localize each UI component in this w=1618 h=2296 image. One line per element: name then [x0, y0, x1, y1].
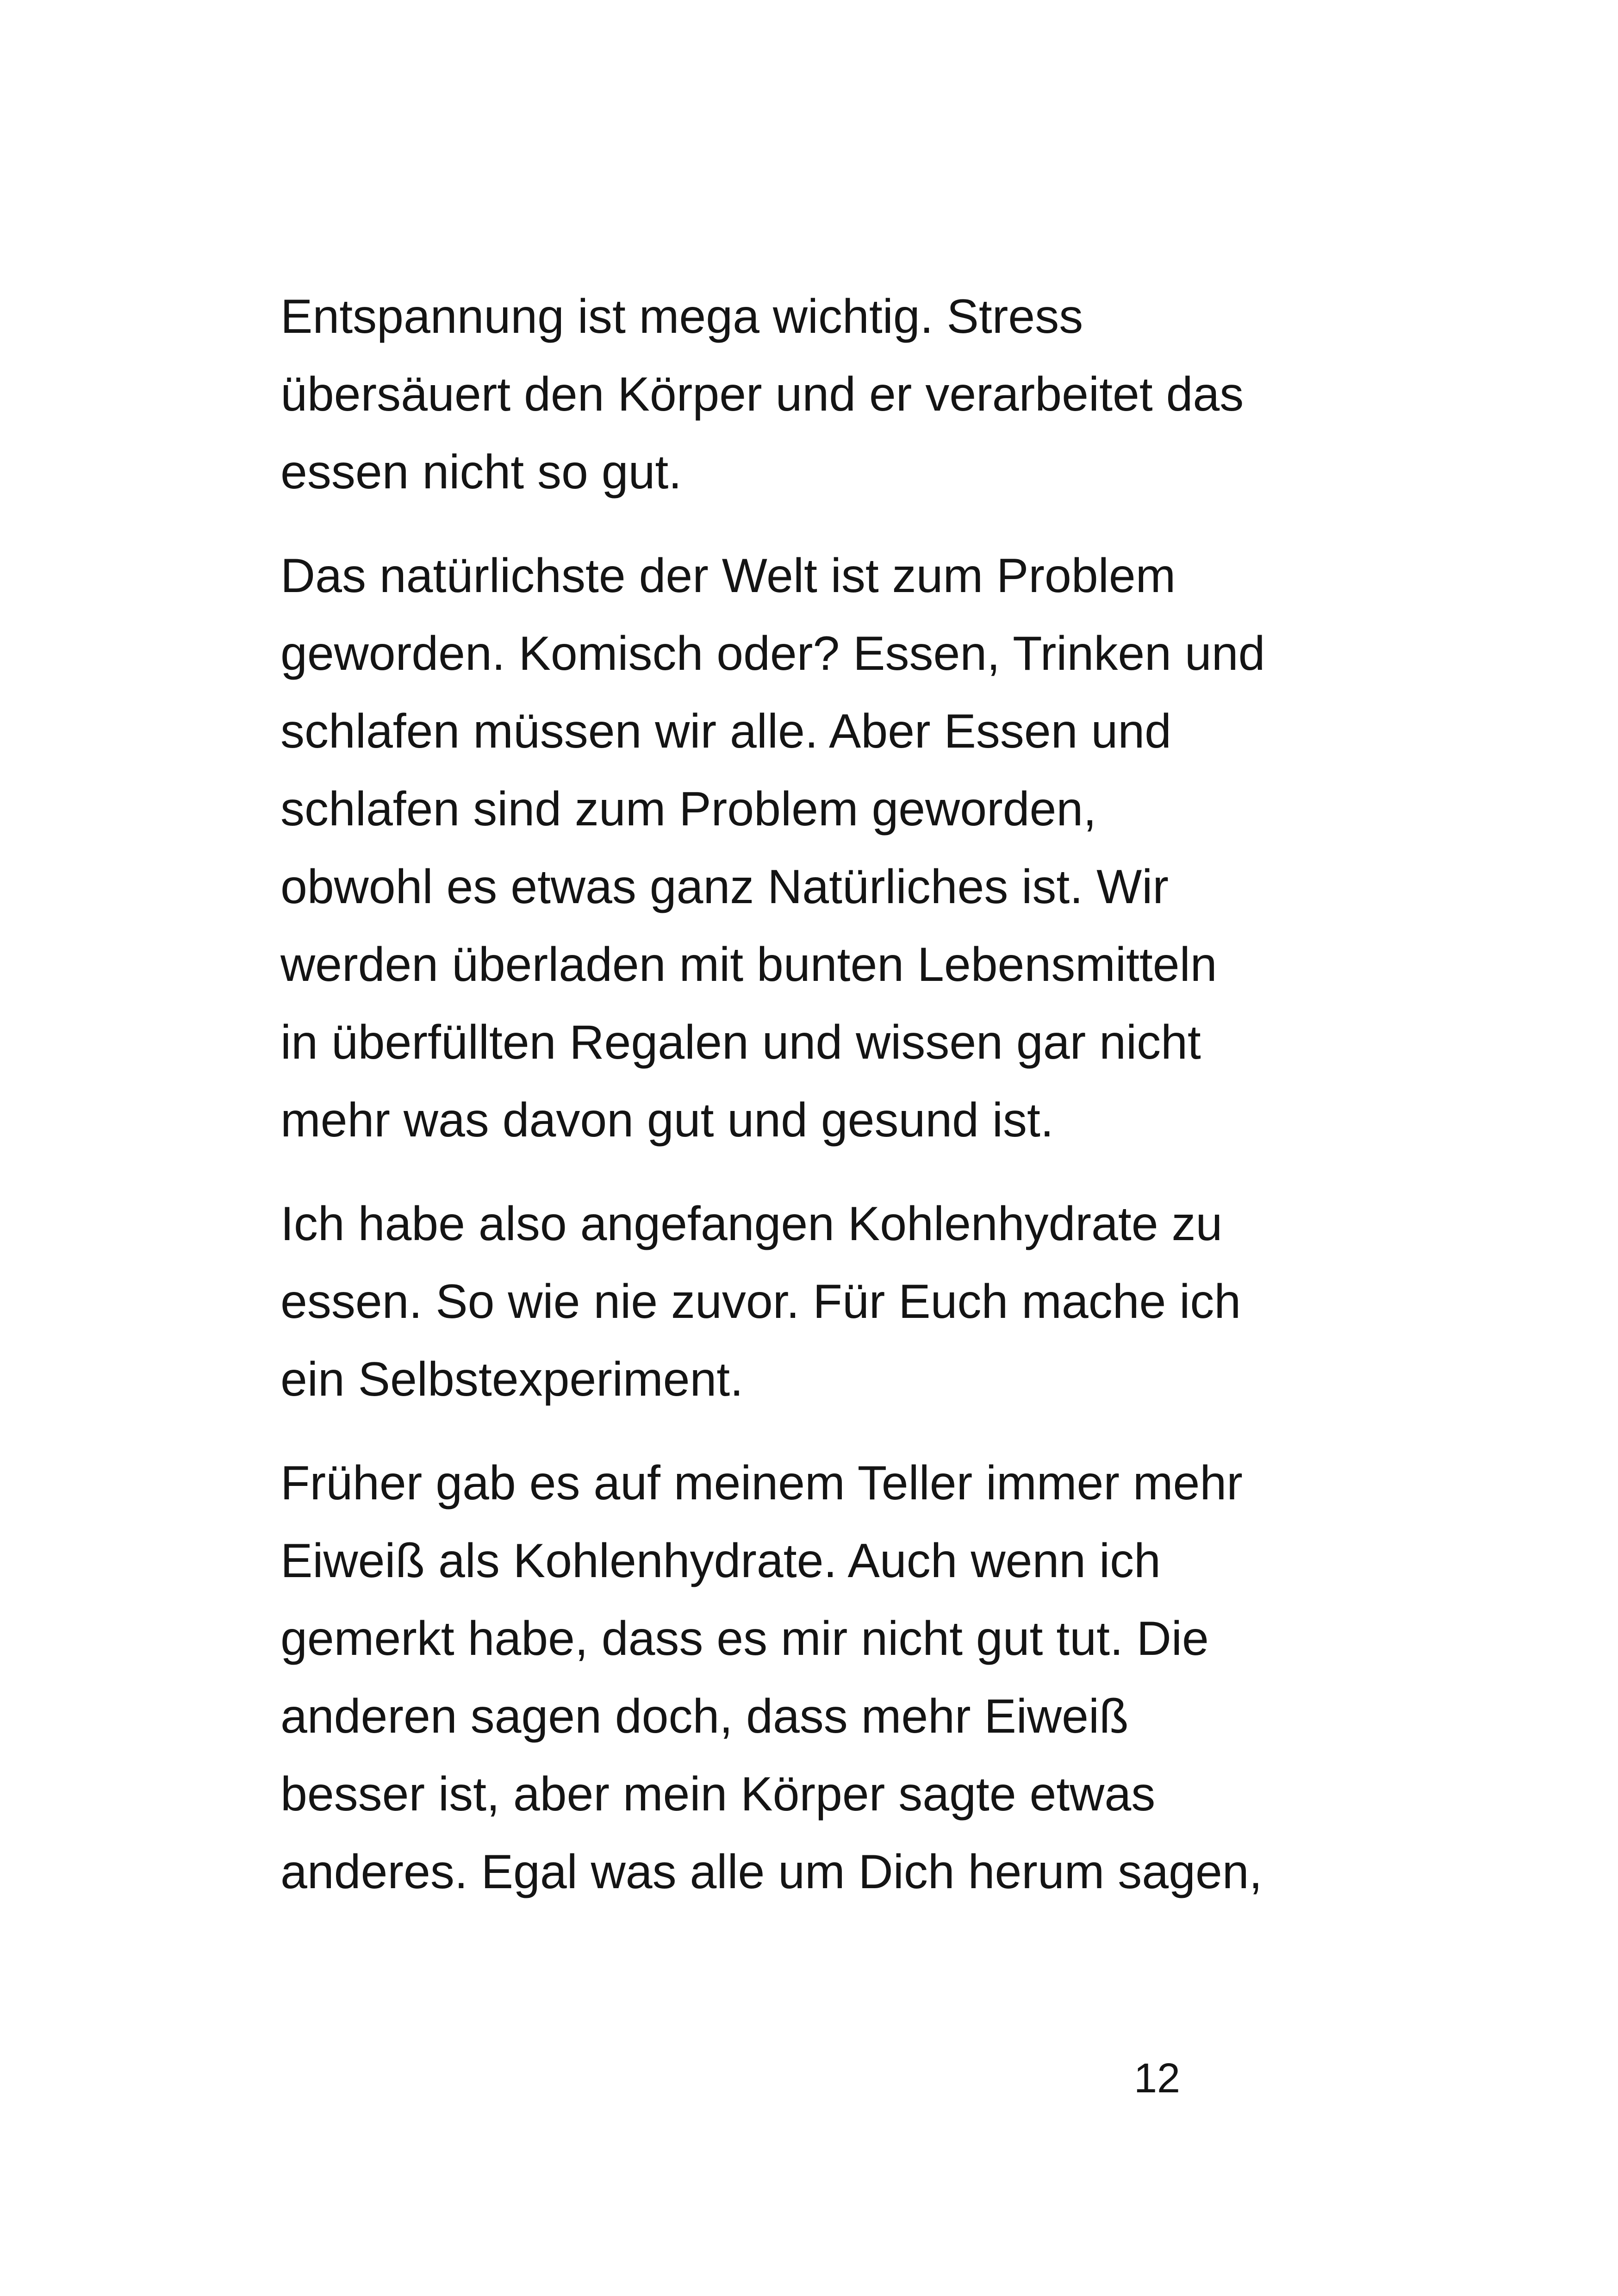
text-line: schlafen müssen wir alle. Aber Essen und [280, 705, 1172, 758]
text-line: gemerkt habe, dass es mir nicht gut tut. Die [280, 1612, 1209, 1666]
text-line: werden überladen mit bunten Lebensmitteln [280, 938, 1217, 992]
text-line: übersäuert den Körper und er verarbeitet das [280, 368, 1244, 421]
text-line: essen nicht so gut. [280, 445, 682, 499]
text-line: schlafen sind zum Problem geworden, [280, 782, 1097, 836]
text-line: obwohl es etwas ganz Natürliches ist. Wir [280, 860, 1169, 914]
text-line: anderes. Egal was alle um Dich herum sagen, [280, 1845, 1263, 1899]
body-text [280, 278, 1391, 1937]
text-line: Entspannung ist mega wichtig. Stress [280, 290, 1083, 343]
text-line: mehr was davon gut und gesund ist. [280, 1093, 1054, 1147]
text-line: Früher gab es auf meinem Teller immer mehr [280, 1456, 1243, 1510]
text-line: in überfüllten Regalen und wissen gar nicht [280, 1016, 1201, 1069]
paragraph-4 [280, 1444, 1391, 1911]
text-line: essen. So wie nie zuvor. Für Euch mache ich [280, 1275, 1241, 1329]
text-line: anderen sagen doch, dass mehr Eiweiß [280, 1690, 1129, 1743]
text-line: Eiweiß als Kohlenhydrate. Auch wenn ich [280, 1534, 1161, 1588]
text-line: besser ist, aber mein Körper sagte etwas [280, 1767, 1156, 1821]
paragraph-3 [280, 1185, 1391, 1418]
text-line: Ich habe also angefangen Kohlenhydrate zu [280, 1197, 1223, 1251]
text-line: geworden. Komisch oder? Essen, Trinken und [280, 627, 1265, 680]
paragraph-2 [280, 537, 1391, 1159]
page-number: 12 [1133, 2055, 1181, 2102]
paragraph-1 [280, 278, 1391, 511]
text-line: Das natürlichste der Welt ist zum Problem [280, 549, 1176, 603]
text-line: ein Selbstexperiment. [280, 1353, 744, 1406]
